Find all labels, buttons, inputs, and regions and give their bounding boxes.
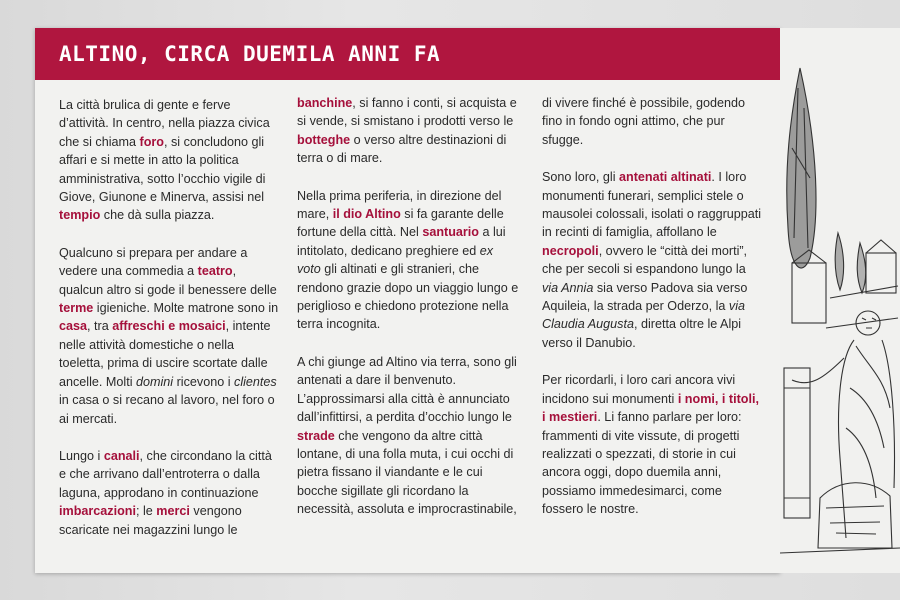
highlighted-term: il dio Altino [332, 207, 401, 222]
highlighted-term: terme [59, 301, 94, 316]
paragraph: di vivere finché è possibile, godendo fino in fondo ogni attimo, che pur sfugge. [542, 96, 746, 147]
highlighted-term: imbarcazioni [59, 504, 136, 519]
information-panel [35, 28, 780, 573]
paragraph: Nella prima periferia, in direzione del mare, il dio Altino si fa garante delle fortune della città. Nel santuario a lui intitolato, dedicano preghiere ed ex voto gli altinati e gli stranieri, che rendono grazie dopo un viaggio lungo e periglioso e chiedono protezione nella terra incognita. [297, 188, 519, 332]
title-banner [35, 28, 780, 80]
sketch-drawing [780, 28, 900, 573]
text-column-1 [59, 96, 281, 558]
highlighted-term: i nomi, i titoli, i mestieri [542, 391, 759, 425]
paragraph: Per ricordarli, i loro cari ancora vivi incidono sui monumenti i nomi, i titoli, i mestieri. Li fanno parlare per loro: frammenti di vite vissute, di progetti realizzati o spezzati, di storie in cui ancora oggi, dopo duemila anni, possiamo immedesimarci, come fossero le nostre. [542, 373, 759, 517]
highlighted-term: foro [139, 134, 164, 149]
text-column-2 [297, 94, 519, 538]
italic-term: via Claudia Augusta [542, 299, 746, 332]
highlighted-term: merci [156, 504, 190, 519]
highlighted-term: necropoli [542, 243, 599, 258]
highlighted-term: teatro [197, 264, 233, 279]
italic-term: domini [136, 374, 174, 389]
italic-term: via Annia [542, 280, 594, 295]
highlighted-term: santuario [422, 225, 479, 240]
panel-title: ALTINO, CIRCA DUEMILA ANNI FA [59, 42, 441, 66]
sketch-illustration [780, 28, 900, 573]
highlighted-term: banchine [297, 96, 353, 110]
italic-term: clientes [234, 374, 277, 389]
paragraph: La città brulica di gente e ferve d’attività. In centro, nella piazza civica che si chiama foro, si concludono gli affari e si mette in atto la politica amministrativa, sotto l’occhio vigile di Giove, Giunone e Minerva, assisi nel tempio che dà sulla piazza. [59, 98, 270, 223]
paragraph: Lungo i canali, che circondano la città e che arrivano dall’entroterra o dalla laguna, approdano in continuazione imbarcazioni; le merci vengono scaricate nei magazzini lungo le [59, 448, 272, 537]
highlighted-term: casa [59, 319, 88, 334]
paragraph: banchine, si fanno i conti, si acquista e si vende, si smistano i prodotti verso le botteghe o verso altre destinazioni di terra o di mare. [297, 96, 517, 166]
paragraph: Sono loro, gli antenati altinati. I loro monumenti funerari, semplici stele o mausolei colossali, isolati o raggruppati in recinti di famiglia, affollano le necropoli, ovvero le “città dei morti”, che per secoli si espandono lungo la via Annia sia verso Padova sia verso Aquileia, la strada per Oderzo, la via Claudia Augusta, diretta oltre le Alpi verso il Danubio. [542, 170, 762, 350]
highlighted-term: affreschi e mosaici [112, 319, 226, 334]
text-column-3 [542, 94, 764, 538]
highlighted-term: antenati altinati [619, 170, 712, 185]
italic-term: ex voto [297, 243, 494, 277]
highlighted-term: strade [297, 428, 335, 443]
highlighted-term: canali [103, 448, 140, 463]
highlighted-term: botteghe [297, 132, 351, 147]
paragraph: A chi giunge ad Altino via terra, sono gli antenati a dare il benvenuto. L’approssimarsi alla città è annunciato dall’infittirsi, a perdita d’occhio lungo le strade che vengono da altre città lontane, di una folla muta, i cui occhi di pietra fissano il viandante e le cui bocche sigillate gli ricordano la necessità, assoluta e improcrastinabile, [297, 354, 517, 517]
highlighted-term: tempio [59, 208, 101, 223]
paragraph: Qualcuno si prepara per andare a vedere una commedia a teatro, qualcun altro si gode il benessere delle terme igieniche. Molte matrone sono in casa, tra affreschi e mosaici, intente nelle attività domestiche o nella toeletta, prima di uscire scortate dalle ancelle. Molti domini ricevono i clientes in casa o si recano al lavoro, nel foro o ai mercati. [59, 245, 279, 426]
